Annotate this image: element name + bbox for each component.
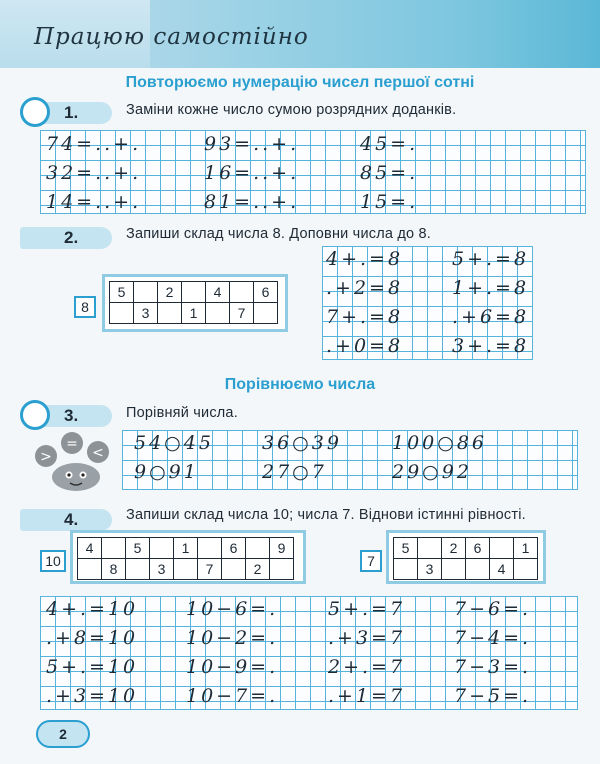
- task-2-equation: .+0=8: [326, 335, 404, 357]
- task-3-comparison: 54○45: [134, 432, 214, 454]
- composition-cell: 3: [418, 559, 442, 580]
- composition-cell: [254, 303, 278, 324]
- svg-text:<: <: [92, 445, 104, 461]
- composition-cell: [110, 303, 134, 324]
- task-2-equation: 4+.=8: [326, 248, 404, 270]
- task-4-equation: 2+.=7: [328, 656, 406, 678]
- svg-text:=: =: [66, 436, 78, 452]
- task-4-equation: .+8=10: [46, 627, 139, 649]
- task-4-equation: 4+.=10: [46, 598, 139, 620]
- task-4-equation: .+3=7: [328, 627, 406, 649]
- composition-cell: [206, 303, 230, 324]
- task-2-instruction: Запиши склад числа 8. Доповни числа до 8.: [126, 226, 431, 242]
- task-1-expression: 85=.: [360, 162, 419, 184]
- composition-cell: [78, 559, 102, 580]
- composition-top-row: [110, 282, 278, 303]
- task-1-marker: [20, 97, 112, 127]
- task-1-expression: 14=..+.: [46, 191, 142, 213]
- task-3-comparison: 36○39: [262, 432, 342, 454]
- circle-icon: [20, 400, 50, 430]
- composition-cell: [198, 538, 222, 559]
- composition-cell: 8: [102, 559, 126, 580]
- task-4-equation: .+3=10: [46, 685, 139, 707]
- composition-cell: 1: [182, 303, 206, 324]
- task-2-equation: 1+.=8: [452, 277, 530, 299]
- task-1-expression: 32=..+.: [46, 162, 142, 184]
- composition-cell: [174, 559, 198, 580]
- task-2-marker: [20, 222, 112, 252]
- composition-cell: 5: [394, 538, 418, 559]
- section-title-numeration: Повторюємо нумерацію чисел першої сотні: [125, 74, 475, 91]
- task-3-comparison: 29○92: [392, 461, 472, 483]
- task-1-expression: 45=.: [360, 133, 419, 155]
- task-number: 3.: [64, 406, 79, 425]
- task-4-equation: 7−3=.: [454, 656, 532, 678]
- composition-top-row: [394, 538, 538, 559]
- mascot-illustration: [32, 432, 116, 492]
- task-4-instruction: Запиши склад числа 10; числа 7. Віднови істинні рівності.: [126, 507, 526, 523]
- number-composition-table-7: [386, 530, 546, 584]
- composition-cell: 1: [514, 538, 538, 559]
- task-2-equation: .+2=8: [326, 277, 404, 299]
- composition-cell: 2: [442, 538, 466, 559]
- composition-cell: [514, 559, 538, 580]
- task-2-equation: 7+.=8: [326, 306, 404, 328]
- task-4-equation: 5+.=7: [328, 598, 406, 620]
- composition-bottom-row: [110, 303, 278, 324]
- task-4-equation: 7−4=.: [454, 627, 532, 649]
- composition-cell: 4: [490, 559, 514, 580]
- composition-cell: [442, 559, 466, 580]
- composition-cell: [182, 282, 206, 303]
- page-title: Працюю самостійно: [34, 24, 309, 50]
- composition-cell: [246, 538, 270, 559]
- task-4-equation: 10−6=.: [186, 598, 279, 620]
- task-4-equation: 10−2=.: [186, 627, 279, 649]
- task-2-equation: 3+.=8: [452, 335, 530, 357]
- composition-cell: 5: [126, 538, 150, 559]
- composition-grid: [77, 537, 294, 580]
- composition-cell: 5: [110, 282, 134, 303]
- task-3-comparison: 27○7: [262, 461, 327, 483]
- task-4-equation: 5+.=10: [46, 656, 139, 678]
- composition-cell: 9: [270, 538, 294, 559]
- page-number: 2: [36, 720, 90, 748]
- task-4-equation: .+1=7: [328, 685, 406, 707]
- composition-cell: [134, 282, 158, 303]
- task-3-comparison: 9○91: [134, 461, 199, 483]
- composition-cell: [150, 538, 174, 559]
- composition-cell: 6: [466, 538, 490, 559]
- composition-cell: [418, 538, 442, 559]
- composition-cell: 3: [134, 303, 158, 324]
- circle-icon: [20, 97, 50, 127]
- composition-cell: [102, 538, 126, 559]
- composition-cell: [394, 559, 418, 580]
- number-box: 8: [74, 296, 96, 318]
- composition-cell: 7: [198, 559, 222, 580]
- task-1-expression: 15=.: [360, 191, 419, 213]
- task-1-expression: 16=..+.: [204, 162, 300, 184]
- composition-cell: [126, 559, 150, 580]
- task-number: 1.: [64, 103, 79, 122]
- composition-cell: 4: [78, 538, 102, 559]
- composition-cell: 6: [222, 538, 246, 559]
- number-composition-table-10: [70, 530, 306, 584]
- composition-cell: [158, 303, 182, 324]
- composition-bottom-row: [394, 559, 538, 580]
- task-2-equation: .+6=8: [452, 306, 530, 328]
- number-box: 10: [40, 550, 66, 572]
- number-box: 7: [360, 550, 382, 572]
- task-3-instruction: Порівняй числа.: [126, 405, 238, 421]
- task-1-instruction: Заміни кожне число сумою розрядних доданків.: [126, 102, 457, 118]
- task-4-equation: 10−9=.: [186, 656, 279, 678]
- composition-cell: 6: [254, 282, 278, 303]
- task-3-comparison: 100○86: [392, 432, 488, 454]
- task-number: 4.: [64, 510, 79, 529]
- task-3-marker: [20, 400, 112, 430]
- composition-cell: [490, 538, 514, 559]
- composition-cell: 3: [150, 559, 174, 580]
- composition-cell: [230, 282, 254, 303]
- task-number: 2.: [64, 228, 79, 247]
- composition-cell: 4: [206, 282, 230, 303]
- composition-top-row: [78, 538, 294, 559]
- composition-grid: [393, 537, 538, 580]
- composition-cell: 2: [158, 282, 182, 303]
- composition-bottom-row: [78, 559, 294, 580]
- composition-cell: 7: [230, 303, 254, 324]
- composition-cell: 2: [246, 559, 270, 580]
- section-title-compare: Порівнюємо числа: [224, 376, 376, 393]
- task-4-equation: 7−5=.: [454, 685, 532, 707]
- task-2-equation: 5+.=8: [452, 248, 530, 270]
- task-1-expression: 81=..+.: [204, 191, 300, 213]
- task-4-equation: 10−7=.: [186, 685, 279, 707]
- task-4-equation: 7−6=.: [454, 598, 532, 620]
- task-1-expression: 93=..+.: [204, 133, 300, 155]
- composition-cell: [270, 559, 294, 580]
- number-composition-table: [102, 274, 288, 332]
- composition-cell: 1: [174, 538, 198, 559]
- composition-grid: [109, 281, 278, 324]
- svg-text:>: >: [40, 449, 52, 465]
- composition-cell: [222, 559, 246, 580]
- task-1-expression: 74=..+.: [46, 133, 142, 155]
- composition-cell: [466, 559, 490, 580]
